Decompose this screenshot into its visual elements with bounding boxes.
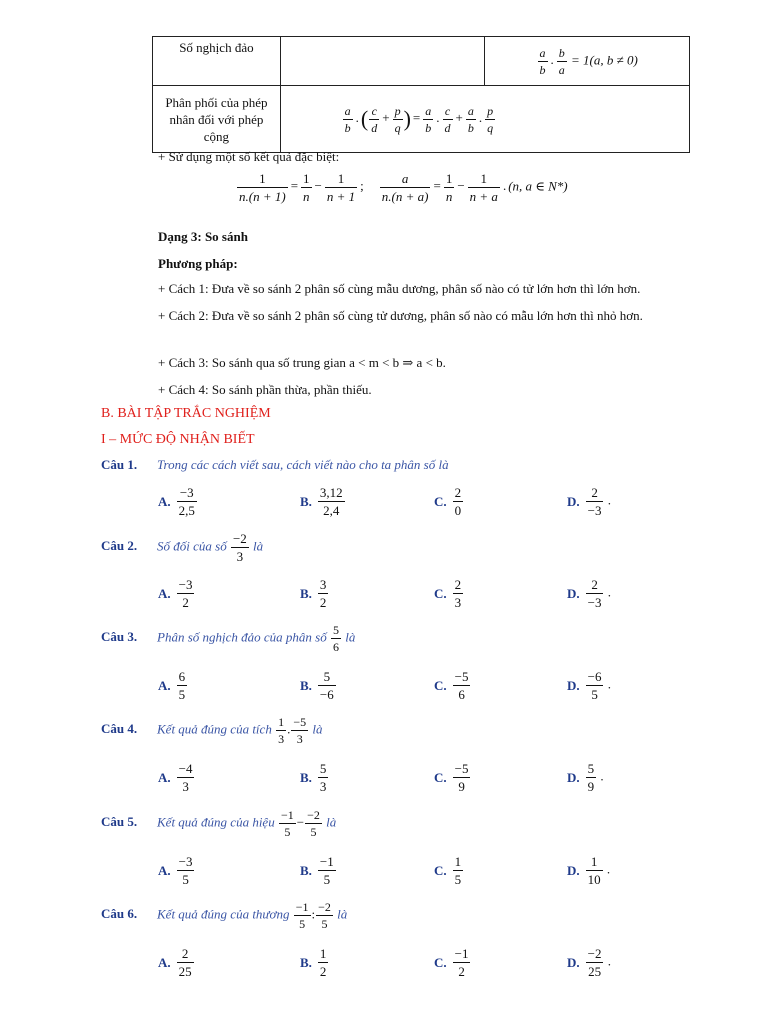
question-3: Câu 3. Phân số nghịch đảo của phân số $\frac{5}{6}$ là xyxy=(101,623,356,654)
q6-option-c[interactable]: C. $\frac{-1}{2}$ xyxy=(434,946,469,979)
property-table xyxy=(152,36,690,153)
level-heading: I – MỨC ĐỘ NHẬN BIẾT xyxy=(101,432,255,447)
special-formula: $\frac{1}{n.(n + 1)}$ = $\frac{1}{n}$ − $\frac{1}{n + 1}$ ; $\frac{a}{n.(n + a)}$ = $\frac{1}{n}$ − $\frac{1}{n + a}$ . (n, a ∈ N*) xyxy=(239,171,568,204)
q6-option-d[interactable]: D. $\frac{-2}{25}$ . xyxy=(567,946,611,979)
special-intro: + Sử dụng một số kết quả đặc biệt: xyxy=(158,149,340,164)
q1-option-a[interactable]: A. $\frac{-3}{2,5}$ xyxy=(158,485,195,518)
q3-option-a[interactable]: A. $\frac{6}{5}$ xyxy=(158,669,186,702)
q2-option-c[interactable]: C. $\frac{2}{3}$ xyxy=(434,577,462,610)
inverse-formula: $\frac{a}{b}$ . $\frac{b}{a}$ = 1(a, b ≠ 0) xyxy=(485,37,690,86)
q5-option-d[interactable]: D. $\frac{1}{10}$ . xyxy=(567,854,611,887)
q3-option-d[interactable]: D. $\frac{-6}{5}$ . xyxy=(567,669,611,702)
cach-2: + Cách 2: Đưa về so sánh 2 phân số cùng tử dương, phân số nào có mẫu lớn hơn thì nhỏ hơn. xyxy=(158,308,643,323)
method-title: Phương pháp: xyxy=(158,256,238,271)
q2-option-d[interactable]: D. $\frac{2}{-3}$ . xyxy=(567,577,611,610)
q3-option-b[interactable]: B. $\frac{5}{-6}$ xyxy=(300,669,334,702)
distributive-label: Phân phối của phép nhân đối với phép cộng xyxy=(153,86,281,153)
q1-option-c[interactable]: C. $\frac{2}{0}$ xyxy=(434,485,462,518)
question-4: Câu 4. Kết quả đúng của tích $\frac{1}{3}$ . $\frac{-5}{3}$ là xyxy=(101,715,323,746)
q6-option-b[interactable]: B. $\frac{1}{2}$ xyxy=(300,946,327,979)
q2-option-a[interactable]: A. $\frac{-3}{2}$ xyxy=(158,577,193,610)
q4-option-c[interactable]: C. $\frac{-5}{9}$ xyxy=(434,761,469,794)
inverse-label: Số nghịch đảo xyxy=(153,37,281,86)
question-2: Câu 2. Số đối của số $\frac{-2}{3}$ là xyxy=(101,531,264,564)
question-1: Câu 1. Trong các cách viết sau, cách viết nào cho ta phân số là xyxy=(101,457,449,472)
q5-option-a[interactable]: A. $\frac{-3}{5}$ xyxy=(158,854,193,887)
q2-option-b[interactable]: B. $\frac{3}{2}$ xyxy=(300,577,327,610)
q1-option-d[interactable]: D. $\frac{2}{-3}$ . xyxy=(567,485,611,518)
distributive-formula: $\frac{a}{b}$ .( $\frac{c}{d}$ + $\frac{p}{q}$ ) = $\frac{a}{b}$ . $\frac{c}{d}$ + $\frac{a}{b}$ . $\frac{p}{q}$ xyxy=(280,86,689,153)
cach-4: + Cách 4: So sánh phần thừa, phần thiếu. xyxy=(158,382,372,397)
q4-option-a[interactable]: A. $\frac{-4}{3}$ xyxy=(158,761,193,794)
section-b-heading: B. BÀI TẬP TRẮC NGHIỆM xyxy=(101,406,271,421)
table-row-inverse xyxy=(153,37,690,86)
q1-option-b[interactable]: B. $\frac{3,12}{2,4}$ xyxy=(300,485,343,518)
question-6: Câu 6. Kết quả đúng của thương $\frac{-1}{5}$ : $\frac{-2}{5}$ là xyxy=(101,900,348,931)
empty-cell xyxy=(280,37,485,86)
q5-option-b[interactable]: B. $\frac{-1}{5}$ xyxy=(300,854,334,887)
q3-option-c[interactable]: C. $\frac{-5}{6}$ xyxy=(434,669,469,702)
dang3-title: Dạng 3: So sánh xyxy=(158,229,248,244)
q6-option-a[interactable]: A. $\frac{2}{25}$ xyxy=(158,946,192,979)
cach-3: + Cách 3: So sánh qua số trung gian a < m < b ⇒ a < b. xyxy=(158,355,446,370)
q4-option-d[interactable]: D. $\frac{5}{9}$ . xyxy=(567,761,604,794)
table-row-distributive xyxy=(153,86,690,153)
cach-1: + Cách 1: Đưa về so sánh 2 phân số cùng mẫu dương, phân số nào có tử lớn hơn thì lớn hơn. xyxy=(158,281,641,296)
question-5: Câu 5. Kết quả đúng của hiệu $\frac{-1}{5}$ − $\frac{-2}{5}$ là xyxy=(101,808,337,839)
q4-option-b[interactable]: B. $\frac{5}{3}$ xyxy=(300,761,327,794)
q5-option-c[interactable]: C. $\frac{1}{5}$ xyxy=(434,854,462,887)
